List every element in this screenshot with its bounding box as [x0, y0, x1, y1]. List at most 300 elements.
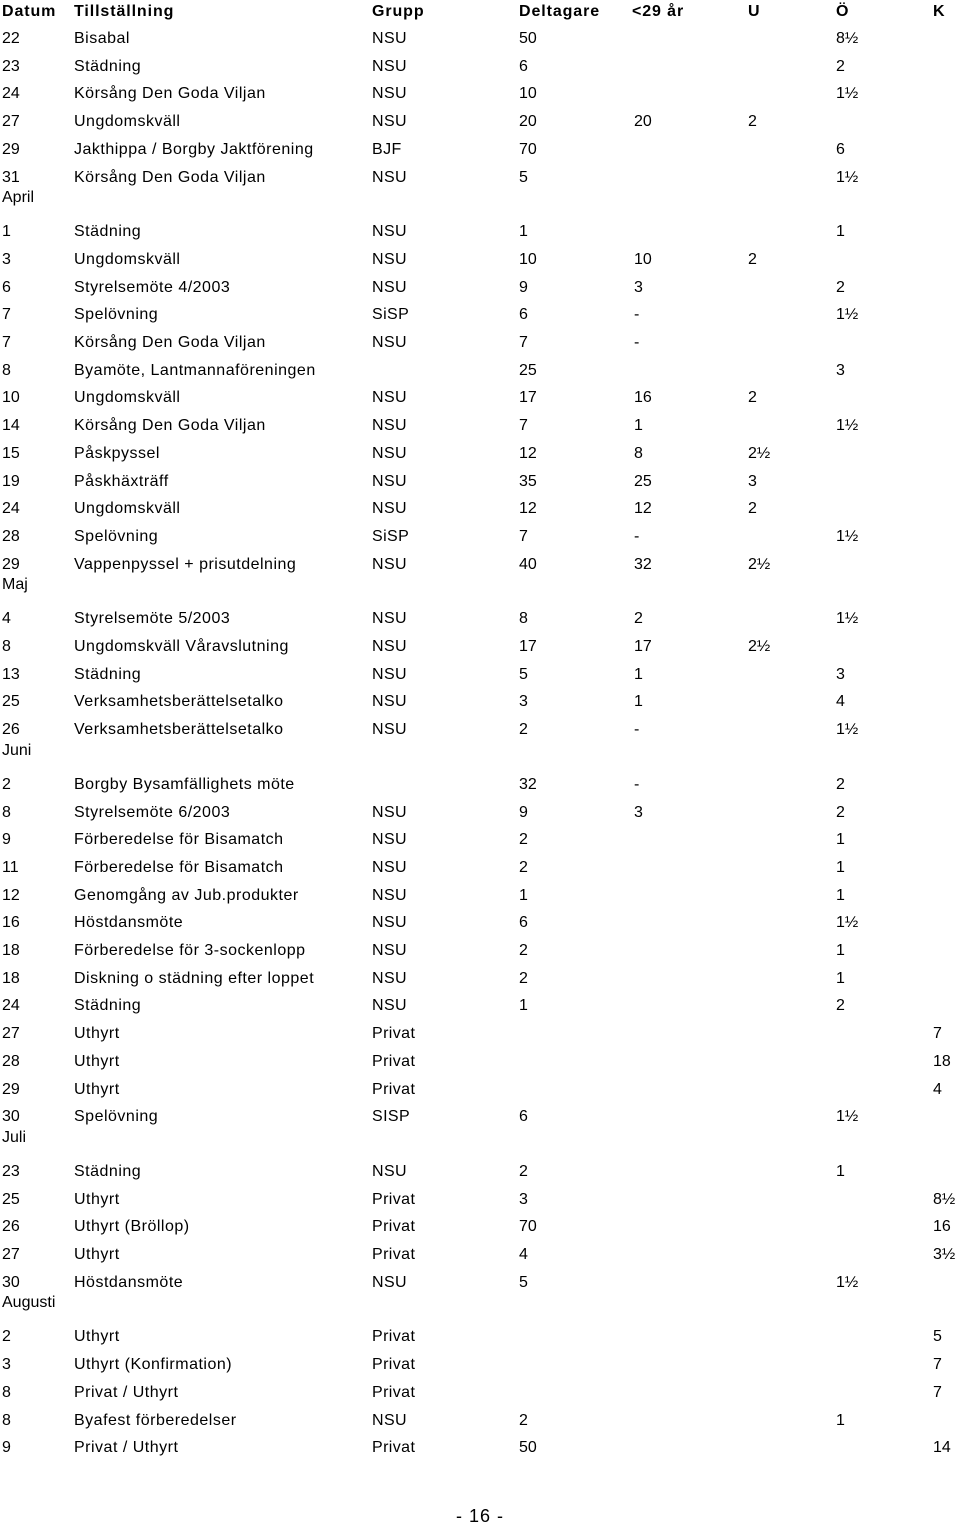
cell-datum: 8 — [2, 1383, 11, 1401]
cell-datum: 1 — [2, 223, 11, 241]
cell-tillstallning: Genomgång av Jub.produkter — [74, 886, 299, 904]
table-row — [0, 220, 960, 244]
cell-under29: 10 — [634, 250, 652, 268]
table-row — [0, 1022, 960, 1046]
cell-under29: 16 — [634, 389, 652, 407]
cell-deltagare: 50 — [519, 1439, 537, 1457]
table-row — [0, 1160, 960, 1184]
cell-deltagare: 25 — [519, 361, 537, 379]
table-row — [0, 773, 960, 797]
cell-under29: 8 — [634, 444, 643, 462]
cell-o: 1½ — [836, 306, 859, 324]
cell-tillstallning: Ungdomskväll — [74, 113, 181, 131]
cell-datum: 7 — [2, 334, 11, 351]
cell-deltagare: 3 — [519, 693, 528, 711]
cell-tillstallning: Uthyrt — [74, 1190, 120, 1208]
cell-grupp: NSU — [372, 858, 407, 876]
cell-deltagare: 40 — [519, 555, 537, 573]
cell-deltagare: 3 — [519, 1190, 528, 1208]
table-row — [0, 1271, 960, 1295]
cell-under29: - — [634, 721, 640, 739]
cell-under29: - — [634, 334, 640, 351]
month-heading: Augusti — [2, 1294, 56, 1312]
cell-o: 1 — [836, 969, 845, 987]
cell-grupp: SiSP — [372, 527, 410, 545]
cell-k: 7 — [933, 1025, 942, 1043]
cell-o: 1½ — [836, 1273, 859, 1291]
cell-grupp: Privat — [372, 1190, 416, 1208]
table-row — [0, 27, 960, 51]
cell-deltagare: 7 — [519, 417, 528, 435]
header-tillstallning: Tillställning — [74, 3, 175, 20]
cell-datum: 27 — [2, 1246, 20, 1263]
cell-tillstallning: Verksamhetsberättelsetalko — [74, 721, 284, 739]
cell-grupp: NSU — [372, 30, 407, 47]
cell-grupp: SiSP — [372, 306, 410, 324]
cell-datum: 19 — [2, 472, 20, 490]
cell-tillstallning: Spelövning — [74, 306, 159, 324]
cell-datum: 8 — [2, 1411, 11, 1429]
cell-tillstallning: Ungdomskväll — [74, 500, 181, 518]
cell-grupp: NSU — [372, 168, 407, 186]
cell-datum: 25 — [2, 693, 20, 711]
cell-datum: 24 — [2, 85, 20, 103]
cell-tillstallning: Städning — [74, 223, 142, 241]
cell-grupp: NSU — [372, 638, 407, 655]
cell-tillstallning: Förberedelse för Bisamatch — [74, 831, 284, 849]
cell-deltagare: 1 — [519, 223, 528, 241]
cell-grupp: NSU — [372, 444, 407, 462]
cell-datum: 24 — [2, 997, 20, 1015]
cell-grupp: Privat — [372, 1025, 416, 1043]
cell-tillstallning: Diskning o städning efter loppet — [74, 969, 315, 987]
month-heading: Maj — [2, 576, 28, 594]
cell-u: 2½ — [748, 638, 771, 655]
cell-o: 2 — [836, 997, 845, 1015]
cell-grupp: NSU — [372, 997, 407, 1015]
table-row — [0, 1353, 960, 1377]
table-row — [0, 828, 960, 852]
cell-tillstallning: Körsång Den Goda Viljan — [74, 417, 266, 435]
cell-datum: 3 — [2, 250, 11, 268]
cell-k: 7 — [933, 1356, 942, 1374]
table-row — [0, 663, 960, 687]
cell-grupp: NSU — [372, 803, 407, 821]
cell-tillstallning: Höstdansmöte — [74, 1273, 184, 1291]
page-number: - 16 - — [455, 1506, 504, 1526]
cell-under29: 20 — [634, 113, 652, 131]
cell-o: 3 — [836, 361, 845, 379]
cell-under29: 12 — [634, 500, 652, 518]
cell-tillstallning: Påskhäxträff — [74, 472, 169, 490]
header-datum: Datum — [2, 3, 57, 20]
cell-tillstallning: Städning — [74, 57, 142, 75]
header-u: U — [748, 3, 761, 20]
cell-datum: 2 — [2, 775, 11, 793]
header-under-29: <29 år — [632, 3, 685, 20]
table-row — [0, 1436, 960, 1460]
cell-k: 14 — [933, 1439, 951, 1457]
cell-tillstallning: Uthyrt (Bröllop) — [74, 1218, 190, 1236]
cell-grupp: NSU — [372, 334, 407, 351]
table-row — [0, 138, 960, 162]
cell-u: 2 — [748, 113, 757, 131]
cell-deltagare: 6 — [519, 914, 528, 932]
cell-deltagare: 10 — [519, 85, 537, 103]
cell-datum: 29 — [2, 140, 20, 158]
cell-tillstallning: Påskpyssel — [74, 444, 160, 462]
cell-grupp: NSU — [372, 610, 407, 628]
table-row — [0, 1078, 960, 1102]
cell-datum: 26 — [2, 1218, 20, 1236]
table-row — [0, 82, 960, 106]
cell-datum: 4 — [2, 610, 11, 628]
cell-datum: 22 — [2, 30, 20, 47]
cell-grupp: NSU — [372, 693, 407, 711]
cell-tillstallning: Spelövning — [74, 527, 159, 545]
cell-deltagare: 9 — [519, 278, 528, 296]
cell-deltagare: 9 — [519, 803, 528, 821]
cell-o: 1½ — [836, 1108, 859, 1126]
cell-o: 1½ — [836, 914, 859, 932]
cell-grupp: NSU — [372, 113, 407, 131]
cell-o: 4 — [836, 693, 845, 711]
cell-tillstallning: Städning — [74, 665, 142, 683]
cell-under29: - — [634, 775, 640, 793]
month-heading: Juni — [2, 741, 32, 759]
cell-deltagare: 12 — [519, 444, 537, 462]
table-row — [0, 967, 960, 991]
cell-under29: 1 — [634, 417, 643, 435]
table-row — [0, 110, 960, 134]
cell-datum: 30 — [2, 1108, 20, 1126]
cell-tillstallning: Körsång Den Goda Viljan — [74, 85, 266, 103]
cell-datum: 8 — [2, 638, 11, 655]
cell-deltagare: 2 — [519, 1411, 528, 1429]
cell-tillstallning: Städning — [74, 997, 142, 1015]
cell-deltagare: 6 — [519, 1108, 528, 1126]
header-o: Ö — [836, 3, 850, 20]
cell-o: 1½ — [836, 85, 859, 103]
cell-grupp: NSU — [372, 278, 407, 296]
cell-datum: 25 — [2, 1190, 20, 1208]
cell-deltagare: 70 — [519, 1218, 537, 1236]
cell-datum: 28 — [2, 527, 20, 545]
cell-grupp: Privat — [372, 1439, 416, 1457]
cell-u: 2 — [748, 500, 757, 518]
table-row — [0, 1325, 960, 1349]
header-k: K — [933, 3, 946, 20]
cell-tillstallning: Städning — [74, 1162, 142, 1180]
cell-deltagare: 7 — [519, 334, 528, 351]
cell-grupp: NSU — [372, 886, 407, 904]
cell-tillstallning: Vappenpyssel + prisutdelning — [74, 555, 297, 573]
cell-datum: 27 — [2, 113, 20, 131]
cell-k: 16 — [933, 1218, 951, 1236]
cell-tillstallning: Höstdansmöte — [74, 914, 184, 932]
cell-grupp: NSU — [372, 969, 407, 987]
cell-tillstallning: Körsång Den Goda Viljan — [74, 334, 266, 351]
cell-under29: 32 — [634, 555, 652, 573]
cell-tillstallning: Styrelsemöte 5/2003 — [74, 610, 231, 628]
month-heading: April — [2, 189, 35, 207]
cell-deltagare: 2 — [519, 831, 528, 849]
cell-datum: 2 — [2, 1328, 11, 1346]
cell-tillstallning: Verksamhetsberättelsetalko — [74, 693, 284, 711]
table-row — [0, 276, 960, 300]
cell-datum: 29 — [2, 555, 20, 573]
table-row — [0, 1105, 960, 1129]
cell-k: 7 — [933, 1383, 942, 1401]
cell-k: 18 — [933, 1052, 951, 1070]
table-header — [0, 0, 960, 24]
cell-k: 3½ — [933, 1246, 956, 1263]
table-row — [0, 331, 960, 355]
table-row — [0, 718, 960, 742]
cell-o: 1½ — [836, 610, 859, 628]
cell-datum: 30 — [2, 1273, 20, 1291]
cell-grupp: Privat — [372, 1080, 416, 1098]
cell-o: 1 — [836, 858, 845, 876]
cell-o: 1 — [836, 1411, 845, 1429]
cell-u: 2 — [748, 250, 757, 268]
cell-grupp: NSU — [372, 500, 407, 518]
cell-grupp: Privat — [372, 1052, 416, 1070]
cell-deltagare: 8 — [519, 610, 528, 628]
table-row — [0, 497, 960, 521]
table-row — [0, 359, 960, 383]
cell-tillstallning: Privat / Uthyrt — [74, 1439, 179, 1457]
header-deltagare: Deltagare — [519, 3, 601, 20]
cell-tillstallning: Uthyrt (Konfirmation) — [74, 1356, 233, 1374]
table-row — [0, 994, 960, 1018]
cell-deltagare: 12 — [519, 500, 537, 518]
cell-deltagare: 2 — [519, 858, 528, 876]
cell-datum: 27 — [2, 1025, 20, 1043]
cell-grupp: NSU — [372, 223, 407, 241]
cell-grupp: NSU — [372, 389, 407, 407]
cell-o: 2 — [836, 57, 845, 75]
cell-o: 2 — [836, 278, 845, 296]
table-row — [0, 248, 960, 272]
cell-datum: 18 — [2, 942, 20, 959]
cell-o: 8½ — [836, 30, 859, 47]
cell-tillstallning: Bisabal — [74, 30, 130, 47]
cell-grupp: NSU — [372, 417, 407, 435]
cell-datum: 29 — [2, 1080, 20, 1098]
cell-grupp: NSU — [372, 1162, 407, 1180]
cell-tillstallning: Uthyrt — [74, 1328, 120, 1346]
table-row — [0, 55, 960, 79]
cell-grupp: Privat — [372, 1328, 416, 1346]
cell-deltagare: 5 — [519, 1273, 528, 1291]
cell-tillstallning: Uthyrt — [74, 1246, 120, 1263]
cell-tillstallning: Spelövning — [74, 1108, 159, 1126]
month-heading: Juli — [2, 1128, 27, 1146]
table-row — [0, 939, 960, 963]
cell-datum: 24 — [2, 500, 20, 518]
cell-o: 1 — [836, 886, 845, 904]
cell-grupp: BJF — [372, 140, 402, 158]
cell-datum: 3 — [2, 1356, 11, 1374]
table-row — [0, 607, 960, 631]
cell-deltagare: 1 — [519, 997, 528, 1015]
cell-grupp: NSU — [372, 914, 407, 932]
cell-grupp: NSU — [372, 250, 407, 268]
cell-deltagare: 1 — [519, 886, 528, 904]
cell-o: 2 — [836, 803, 845, 821]
cell-tillstallning: Ungdomskväll Våravslutning — [74, 638, 289, 655]
cell-grupp: NSU — [372, 85, 407, 103]
cell-o: 1½ — [836, 527, 859, 545]
cell-grupp: Privat — [372, 1218, 416, 1236]
cell-u: 2½ — [748, 555, 771, 573]
cell-grupp: NSU — [372, 665, 407, 683]
cell-datum: 9 — [2, 831, 11, 849]
header-grupp: Grupp — [372, 3, 425, 20]
cell-tillstallning: Uthyrt — [74, 1052, 120, 1070]
cell-under29: 17 — [634, 638, 652, 655]
cell-datum: 11 — [2, 858, 19, 876]
cell-deltagare: 2 — [519, 942, 528, 959]
cell-deltagare: 70 — [519, 140, 537, 158]
cell-o: 1 — [836, 942, 845, 959]
cell-datum: 18 — [2, 969, 20, 987]
cell-deltagare: 2 — [519, 721, 528, 739]
cell-tillstallning: Ungdomskväll — [74, 250, 181, 268]
cell-datum: 7 — [2, 306, 11, 324]
cell-grupp: NSU — [372, 1411, 407, 1429]
cell-tillstallning: Jakthippa / Borgby Jaktförening — [74, 140, 314, 158]
cell-datum: 15 — [2, 444, 20, 462]
cell-datum: 10 — [2, 389, 20, 407]
cell-datum: 26 — [2, 721, 20, 739]
table-row — [0, 1050, 960, 1074]
cell-datum: 14 — [2, 417, 20, 435]
cell-grupp: Privat — [372, 1246, 416, 1263]
cell-tillstallning: Förberedelse för Bisamatch — [74, 858, 284, 876]
cell-datum: 13 — [2, 665, 20, 683]
cell-o: 1½ — [836, 721, 859, 739]
table-row — [0, 856, 960, 880]
cell-under29: 25 — [634, 472, 652, 490]
cell-under29: - — [634, 527, 640, 545]
cell-tillstallning: Styrelsemöte 4/2003 — [74, 278, 231, 296]
cell-deltagare: 2 — [519, 969, 528, 987]
table-row — [0, 525, 960, 549]
cell-o: 1 — [836, 1162, 845, 1180]
cell-deltagare: 7 — [519, 527, 528, 545]
cell-deltagare: 17 — [519, 638, 537, 655]
table-row — [0, 166, 960, 190]
cell-tillstallning: Körsång Den Goda Viljan — [74, 168, 266, 186]
cell-o: 1 — [836, 223, 845, 241]
cell-grupp: Privat — [372, 1383, 416, 1401]
cell-deltagare: 5 — [519, 168, 528, 186]
cell-datum: 31 — [2, 168, 20, 186]
cell-u: 3 — [748, 472, 757, 490]
cell-tillstallning: Styrelsemöte 6/2003 — [74, 803, 231, 821]
cell-u: 2½ — [748, 444, 771, 462]
table-row — [0, 635, 960, 659]
cell-datum: 28 — [2, 1052, 20, 1070]
cell-grupp: NSU — [372, 1273, 407, 1291]
cell-datum: 6 — [2, 278, 11, 296]
cell-deltagare: 20 — [519, 113, 537, 131]
cell-deltagare: 5 — [519, 665, 528, 683]
cell-tillstallning: Byamöte, Lantmannaföreningen — [74, 361, 316, 379]
cell-o: 3 — [836, 665, 845, 683]
cell-u: 2 — [748, 389, 757, 407]
cell-tillstallning: Borgby Bysamfällighets möte — [74, 775, 295, 793]
table-row — [0, 303, 960, 327]
cell-grupp: NSU — [372, 831, 407, 849]
cell-tillstallning: Förberedelse för 3-sockenlopp — [74, 942, 306, 959]
cell-under29: - — [634, 306, 640, 324]
cell-deltagare: 32 — [519, 775, 537, 793]
table-row — [0, 1243, 960, 1267]
cell-datum: 16 — [2, 914, 20, 932]
cell-o: 1½ — [836, 168, 859, 186]
cell-under29: 1 — [634, 665, 643, 683]
cell-tillstallning: Byafest förberedelser — [74, 1411, 237, 1429]
cell-deltagare: 4 — [519, 1246, 528, 1263]
cell-grupp: SISP — [372, 1108, 411, 1126]
cell-grupp: NSU — [372, 555, 407, 573]
cell-deltagare: 35 — [519, 472, 537, 490]
cell-under29: 3 — [634, 803, 643, 821]
cell-datum: 8 — [2, 803, 11, 821]
cell-grupp: NSU — [372, 57, 407, 75]
cell-o: 1½ — [836, 417, 859, 435]
cell-grupp: NSU — [372, 472, 407, 490]
table-row — [0, 470, 960, 494]
cell-deltagare: 6 — [519, 57, 528, 75]
cell-under29: 1 — [634, 693, 643, 711]
cell-k: 5 — [933, 1328, 942, 1346]
table-row — [0, 1409, 960, 1433]
table-row — [0, 690, 960, 714]
cell-under29: 2 — [634, 610, 643, 628]
table-row — [0, 553, 960, 577]
table-row — [0, 1215, 960, 1239]
table-row — [0, 1381, 960, 1405]
cell-tillstallning: Privat / Uthyrt — [74, 1383, 179, 1401]
cell-datum: 9 — [2, 1439, 11, 1457]
cell-k: 8½ — [933, 1190, 956, 1208]
table-row — [0, 1188, 960, 1212]
table-row — [0, 414, 960, 438]
cell-o: 2 — [836, 775, 845, 793]
table-row — [0, 442, 960, 466]
cell-tillstallning: Ungdomskväll — [74, 389, 181, 407]
cell-k: 4 — [933, 1080, 942, 1098]
table-row — [0, 884, 960, 908]
cell-deltagare: 6 — [519, 306, 528, 324]
table-row — [0, 386, 960, 410]
cell-datum: 12 — [2, 886, 20, 904]
cell-datum: 23 — [2, 57, 20, 75]
table-row — [0, 911, 960, 935]
cell-datum: 8 — [2, 361, 11, 379]
cell-deltagare: 17 — [519, 389, 537, 407]
cell-o: 6 — [836, 140, 845, 158]
cell-grupp: NSU — [372, 721, 407, 739]
cell-deltagare: 2 — [519, 1162, 528, 1180]
cell-deltagare: 10 — [519, 250, 537, 268]
cell-grupp: NSU — [372, 942, 407, 959]
cell-tillstallning: Uthyrt — [74, 1025, 120, 1043]
